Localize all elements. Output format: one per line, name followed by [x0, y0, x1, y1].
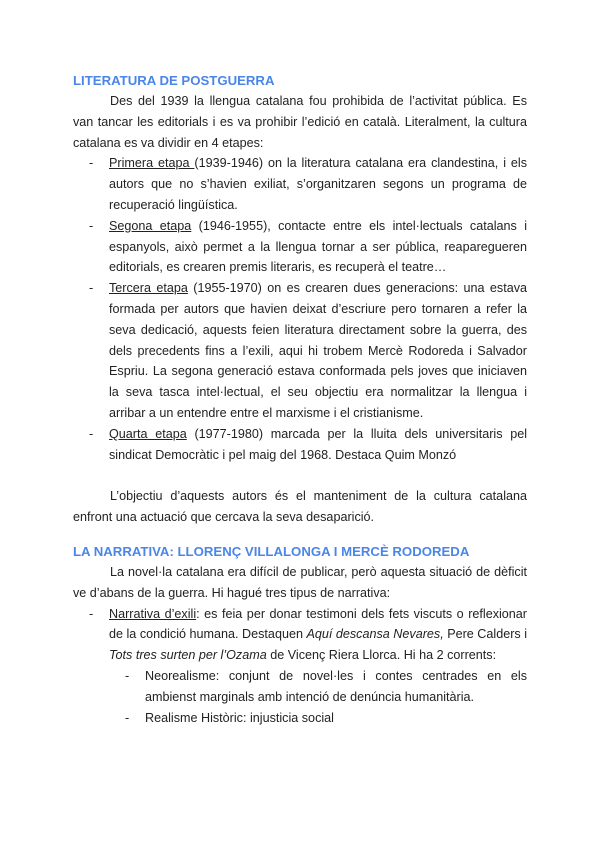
narrative-text: : es feia per donar testimoni dels fets viscuts o reflexionar de la condició humana. Destaquen [109, 606, 528, 642]
section-heading-narrativa: LA NARRATIVA: LLORENÇ VILLALONGA I MERCÈ RODOREDA [73, 543, 470, 559]
work-title: Tots tres surten per l’Ozama [109, 648, 267, 663]
list-item-current: - Realisme Històric: injusticia social [145, 708, 527, 729]
list-item-narrativa-exili [109, 604, 527, 729]
narrative-types-list [73, 604, 527, 729]
stage-label: Primera etapa [109, 156, 195, 171]
stage-label: Tercera etapa [109, 281, 188, 296]
stage-label: Quarta etapa [109, 426, 187, 441]
list-item-stage-2 [109, 216, 527, 278]
narrative-label: Narrativa d’exili [109, 606, 197, 621]
narrative-text: Pere Calders i [443, 627, 527, 642]
list-item-stage-3 [109, 278, 527, 424]
narrative-text: de Vicenç Riera Llorca. Hi ha 2 corrents: [266, 648, 497, 663]
intro-paragraph: Des del 1939 la llengua catalana fou prohibida de l’activitat pública. Es van tancar les editorials i es va prohibir l’edició en català. Literalment, la cultura catalana es va dividir en 4 etapes: [73, 94, 527, 150]
list-item-stage-1 [109, 153, 527, 215]
stage-text: (1939-1946) on la literatura catalana era clandestina, i els autors que no s’havien exiliat, s’organitzaren segons un programa de recuperació lingüística. [109, 156, 527, 212]
work-title: Aquí descansa Nevares, [306, 627, 444, 642]
narrativa-intro-paragraph: La novel·la catalana era difícil de publicar, però aquesta situació de dèficit ve d’abans de la guerra. Hi hagué tres tipus de narrativa: [73, 564, 527, 600]
section-heading-postguerra: LITERATURA DE POSTGUERRA [73, 73, 275, 88]
currents-list [109, 666, 527, 728]
stages-list [73, 153, 527, 465]
list-item-stage-4 [109, 424, 527, 466]
stage-text: (1955-1970) on es crearen dues generacions: una estava formada per autors que havien deixat d’escriure pero tornaren a refer la seva dedicació, aquests feien literatura directament sobre la guerra, des dels precedents fins a l’exili, aqui hi trobem Mercè Rodoreda i Salvador Espriu. La segona generació estava conformada pels joves que iniciaven la seva tasca intel·lectual, el seu objectiu era normalitzar la llengua i arribar a un entendre entre el marxisme i el cristianisme. [109, 281, 528, 420]
stage-label: Segona etapa [109, 218, 192, 233]
stage-text: (1946-1955), contacte entre els intel·lectuals catalans i espanyols, això permet a la llengua tornar a ser pública, reaparegueren editorials, es crearen premis literaris, es recuperà el teatre… [109, 218, 527, 275]
list-item-current: - Neorealisme: conjunt de novel·les i contes centrades en els ambienst marginals amb intenció de denúncia humanitària. [145, 666, 527, 708]
stage-text: (1977-1980) marcada per la lluita dels universitaris pel sindicat Democràtic i pel maig del 1968. Destaca Quim Monzó [109, 426, 528, 462]
closing-paragraph: L’objectiu d’aquests autors és el manteniment de la cultura catalana enfront una actuació que cercava la seva desaparició. [73, 489, 527, 525]
